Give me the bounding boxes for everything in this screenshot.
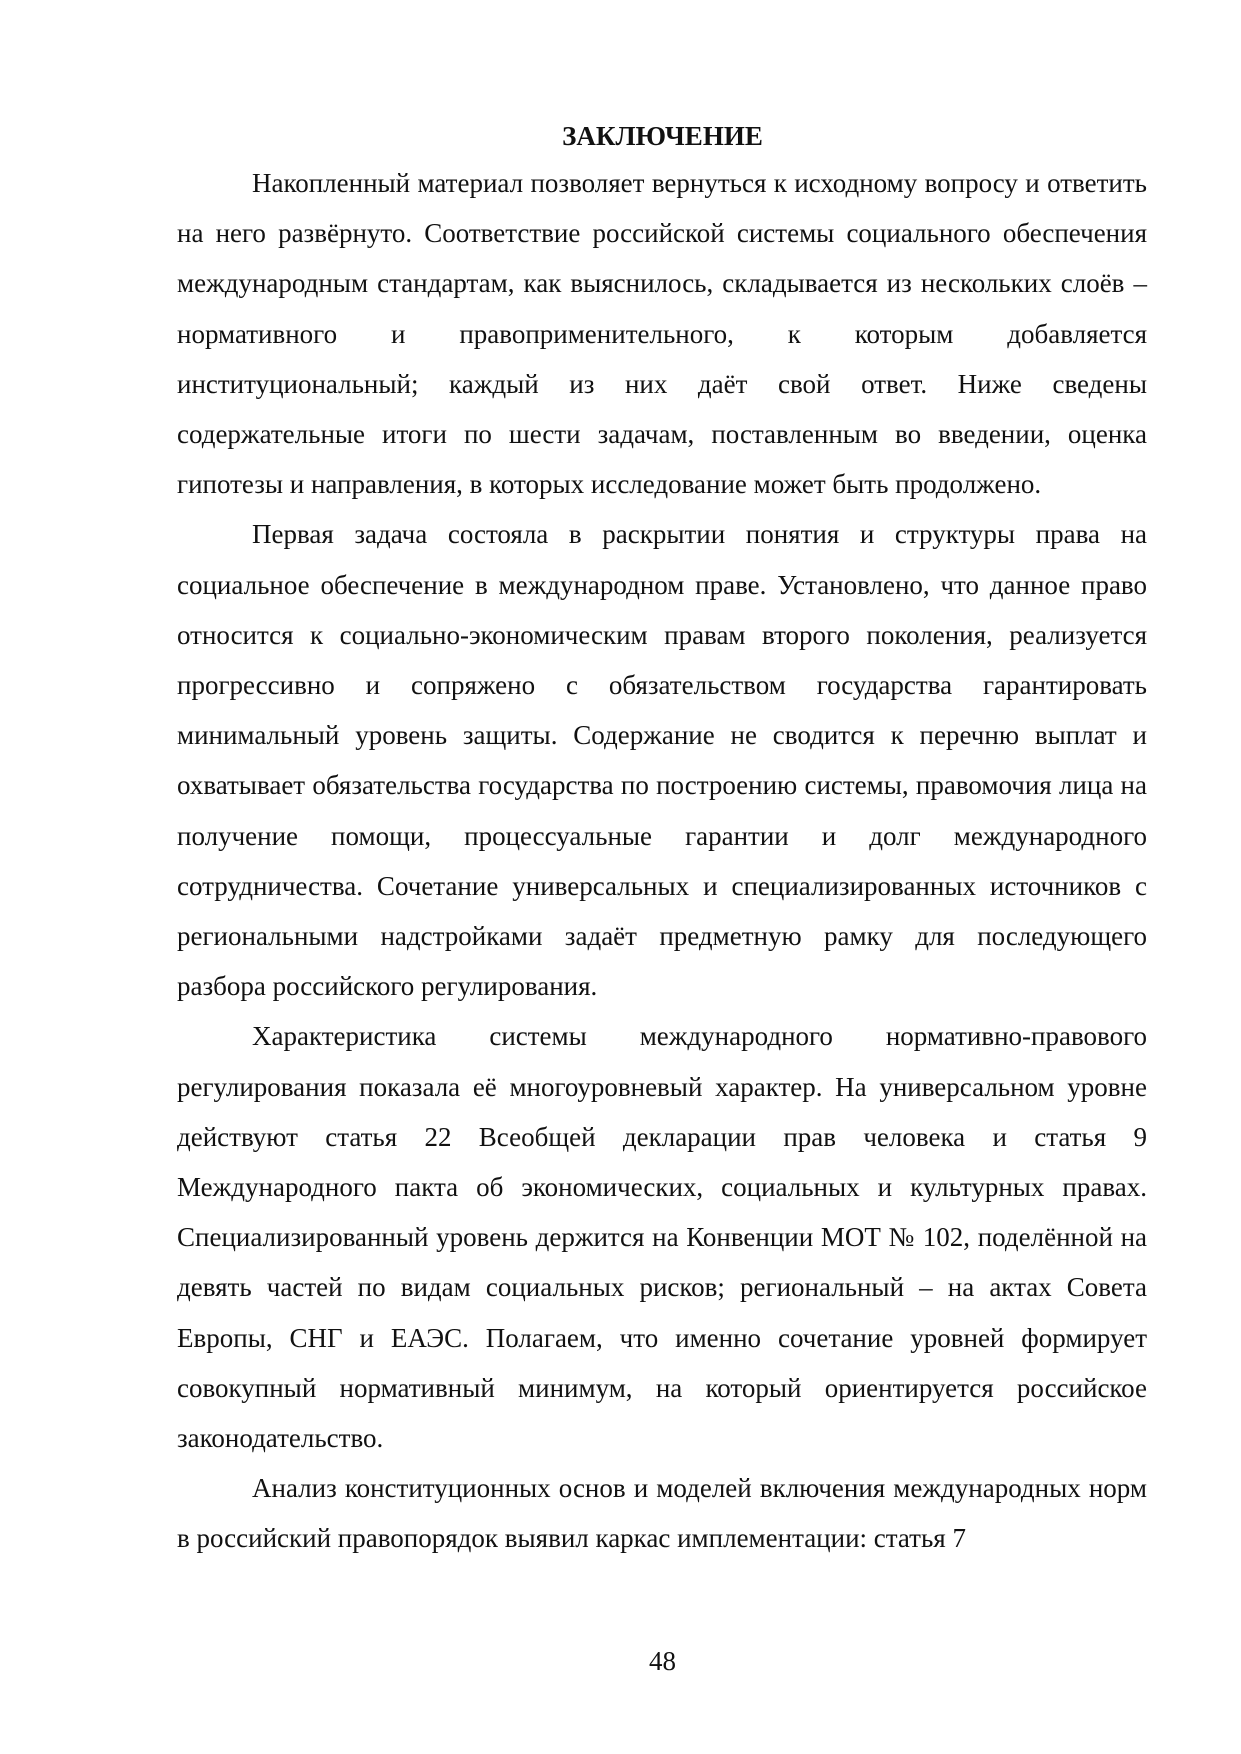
paragraph-4: Анализ конституционных основ и моделей включения международных норм в российский правопорядок выявил каркас имплементации: статья 7 — [177, 1473, 1147, 1554]
page-number: 48 — [649, 1646, 676, 1676]
body-text — [177, 158, 1147, 1564]
paragraph-1: Накопленный материал позволяет вернуться к исходному вопросу и ответить на него развёрнуто. Соответствие российской системы социального обеспечения международным стандартам, как выяснилось, складывается из нескольких слоёв – нормативного и правоприменительного, к которым добавляется институциональный; каждый из них даёт свой ответ. Ниже сведены содержательные итоги по шести задачам, поставленным во введении, оценка гипотезы и направления, в которых исследование может быть продолжено. — [177, 168, 1147, 500]
section-heading: ЗАКЛЮЧЕНИЕ — [562, 121, 763, 151]
paragraph-2: Первая задача состояла в раскрытии понятия и структуры права на социальное обеспечение в международном праве. Установлено, что данное право относится к социально-экономическим правам второго поколения, реализуется прогрессивно и сопряжено с обязательством государства гарантировать минимальный уровень защиты. Содержание не сводится к перечню выплат и охватывает обязательства государства по построению системы, правомочия лица на получение помощи, процессуальные гарантии и долг международного сотрудничества. Сочетание универсальных и специализированных источников с региональными надстройками задаёт предметную рамку для последующего разбора российского регулирования. — [177, 519, 1147, 1002]
paragraph-3: Характеристика системы международного нормативно-правового регулирования показала её многоуровневый характер. На универсальном уровне действуют статья 22 Всеобщей декларации прав человека и статья 9 Международного пакта об экономических, социальных и культурных правах. Специализированный уровень держится на Конвенции МОТ № 102, поделённой на девять частей по видам социальных рисков; региональный – на актах Совета Европы, СНГ и ЕАЭС. Полагаем, что именно сочетание уровней формирует совокупный нормативный минимум, на который ориентируется российское законодательство. — [177, 1021, 1147, 1454]
